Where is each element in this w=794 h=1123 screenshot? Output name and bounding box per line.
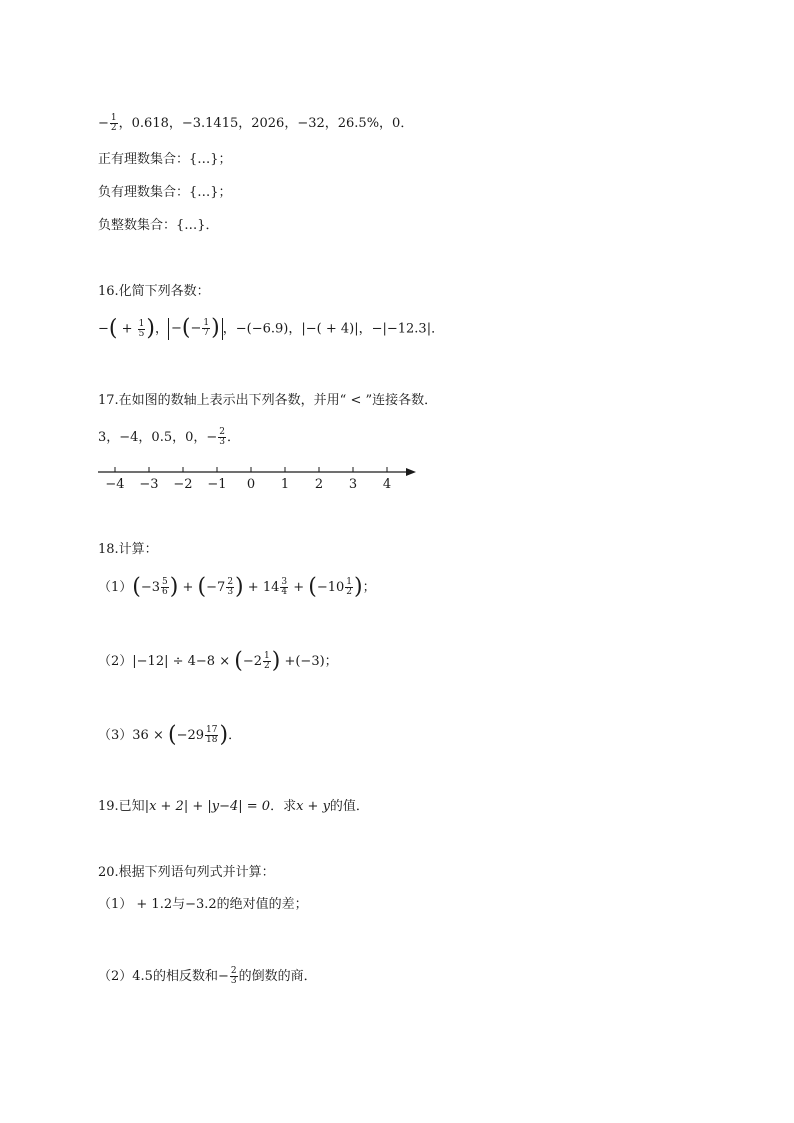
positive-rational-set: 正有理数集合：{…}； (98, 152, 232, 167)
fraction: $\frac{2}{3}$ (219, 427, 226, 447)
problem-17-title: 17.在如图的数轴上表示出下列各数，并用“ < ”连接各数． (98, 393, 438, 408)
problem-20-q1: （1） + 1.2与−3.2的绝对值的差； (98, 897, 308, 912)
arrow-right-icon (406, 468, 416, 476)
fraction: $\frac{2}{3}$ (230, 966, 237, 986)
number-list: − $\frac{1}{2}$ ，0.618，−3.1415，2026，−32，26.5%，0． (98, 113, 414, 133)
fraction: $\frac{1}{5}$ (138, 318, 145, 339)
number-line-tick-label: 3 (348, 477, 358, 492)
problem-19: 19.已知|x + 2| + |y−4| = 0．求x + y的值． (98, 799, 369, 814)
number-line-tick-label: 2 (314, 477, 324, 492)
negative-integer-set: 负整数集合：{…}． (98, 218, 219, 233)
problem-18-q3: （3）36 × (−29 $\frac{17}{18}$ )． (98, 722, 242, 748)
number-line-tick-label: −1 (207, 477, 227, 492)
number-line-tick-label: −4 (105, 477, 125, 492)
problem-16-title: 16.化简下列各数： (98, 284, 210, 299)
fraction: $\frac{1}{7}$ (203, 318, 210, 338)
negative-rational-set: 负有理数集合：{…}； (98, 185, 232, 200)
number-line-tick-label: 1 (280, 477, 290, 492)
problem-18-title: 18.计算： (98, 542, 158, 557)
problem-18-q2: （2）|−12| ÷ 4−8 × (−2 $\frac{1}{2}$ ) +(−3)； (98, 648, 338, 674)
number-line-tick-label: −2 (173, 477, 193, 492)
problem-17-numbers: 3，−4，0.5，0，− $\frac{2}{3}$ ． (98, 427, 241, 447)
number-line-tick-label: 0 (246, 477, 256, 492)
problem-20-q2: （2）4.5的相反数和− $\frac{2}{3}$ 的倒数的商． (98, 966, 317, 986)
number-line-tick-label: 4 (382, 477, 392, 492)
problem-18-q1: （1）(−3 $\frac{5}{6}$ ) + (−7 $\frac{2}{3}$ ) + 14 $\frac{3}{4}$ + (−10 $\frac{1}{2}$ )； (98, 574, 376, 600)
problem-20-title: 20.根据下列语句列式并计算： (98, 865, 275, 880)
number-line-tick-label: −3 (139, 477, 159, 492)
problem-16-expressions: −( + $\frac{1}{5}$ )， −(− $\frac{1}{7}$ ) ，−(−6.9)，|−( + 4)|，−|−12.3|． (98, 315, 445, 341)
number-line (96, 462, 426, 498)
absolute-value: −(− $\frac{1}{7}$ ) (168, 318, 223, 340)
fraction: $\frac{1}{2}$ (110, 113, 117, 133)
